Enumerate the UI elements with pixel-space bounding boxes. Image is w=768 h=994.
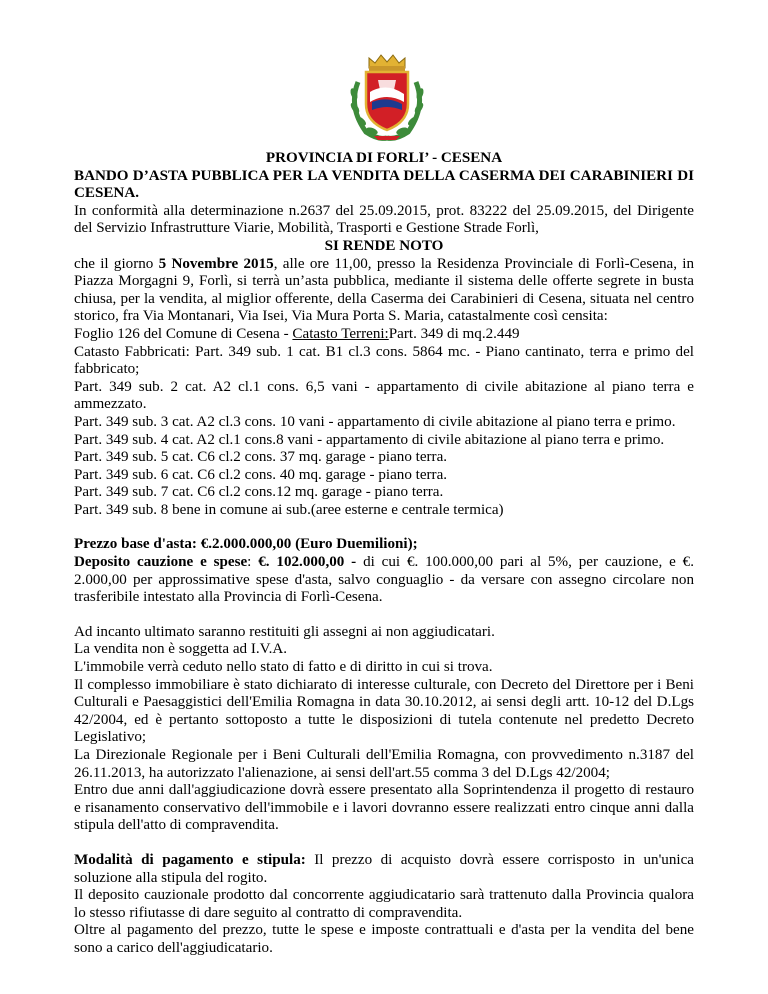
notice-title: BANDO D’ASTA PUBBLICA PER LA VENDITA DELLA CASERMA DEI CARABINIERI DI CESENA. [74,167,694,202]
coat-of-arms-icon [344,52,430,142]
condition-iva: La vendita non è soggetta ad I.V.A. [74,641,288,658]
cadastre-foglio: Foglio 126 del Comune di Cesena - Catasto Terreni:Part. 349 di mq.2.449 [74,325,520,342]
spacer [74,835,694,852]
spacer [74,607,694,624]
cadastre-sub-7: Part. 349 sub. 7 cat. C6 cl.2 cons.12 mq. garage - piano terra. [74,484,444,501]
spacer [74,519,694,536]
condition-cheques: Ad incanto ultimato saranno restituiti gli assegni ai non aggiudicatari. [74,623,495,640]
payment-expenses: Oltre al pagamento del prezzo, tutte le spese e imposte contrattuali e d'asta per la vendita del bene sono a carico dell'aggiudicatario. [74,922,694,956]
document-body [74,150,694,958]
condition-cultural-interest: Il complesso immobiliare è stato dichiarato di interesse culturale, con Decreto del Direttore per i Beni Culturali e Paesaggistici dell'Emilia Romagna in data 30.10.2012, ai sensi degli artt. 10-12 del D.Lgs 42/2004, ed è pertanto sottoposto a tutte le disposizioni di tutela contenute nel predetto Decreto Legislativo; [74,676,694,746]
deposit-paragraph: Deposito cauzione e spese: €. 102.000,00 - di cui €. 100.000,00 pari al 5%, per cauzione, e €. 2.000,00 per approssimative spese d'asta, salvo conguaglio - da versare con assegno circolare non trasferibile intestato alla Provincia di Forlì-Cesena. [74,554,694,606]
condition-restoration: Entro due anni dall'aggiudicazione dovrà essere presentato alla Soprintendenza il progetto di restauro e risanamento conservativo dell'immobile e i lavori dovranno essere realizzati entro cinque anni dalla stipula dell'atto di compravendita. [74,782,694,834]
province-name: PROVINCIA DI FORLI’ - CESENA [265,150,503,166]
cadastre-sub-6: Part. 349 sub. 6 cat. C6 cl.2 cons. 40 mq. garage - piano terra. [74,466,448,483]
si-rende-noto-heading: SI RENDE NOTO [324,237,444,254]
condition-authorization: La Direzionale Regionale per i Beni Culturali dell'Emilia Romagna, con provvedimento n.3187 del 26.11.2013, ha autorizzato l'alienazione, ai sensi dell'art.55 comma 3 del D.Lgs 42/2004; [74,747,694,781]
base-price: Prezzo base d'asta: €.2.000.000,00 (Euro Duemilioni); [74,536,418,553]
cadastre-sub-5: Part. 349 sub. 5 cat. C6 cl.2 cons. 37 mq. garage - piano terra. [74,449,448,466]
intro-paragraph: In conformità alla determinazione n.2637 del 25.09.2015, prot. 83222 del 25.09.2015, del Dirigente del Servizio Infrastrutture Viarie, Mobilità, Trasporti e Gestione Strade Forlì, [74,202,694,237]
payment-paragraph: Modalità di pagamento e stipula: Il prezzo di acquisto dovrà essere corrisposto in un'unica soluzione alla stipula del rogito. [74,851,694,886]
auction-notice-paragraph: che il giorno 5 Novembre 2015, alle ore 11,00, presso la Residenza Provinciale di Forlì-Cesena, in Piazza Morgagni 9, Forlì, si terrà un’asta pubblica, mediante il sistema delle offerte segrete in busta chiusa, per la vendita, al miglior offerente, della Caserma dei Carabinieri di Cesena, situata nel centro storico, fra Via Montanari, Via Isei, Via Mura Porta S. Maria, catastalmente così censita: [74,255,695,325]
cadastre-sub-2: Part. 349 sub. 2 cat. A2 cl.1 cons. 6,5 vani - appartamento di civile abitazione al piano terra e ammezzato. [74,378,694,413]
cadastre-fabbricati: Catasto Fabbricati: Part. 349 sub. 1 cat. B1 cl.3 cons. 5864 mc. - Piano cantinato, terra e primo del fabbricato; [74,343,694,378]
condition-state: L'immobile verrà ceduto nello stato di fatto e di diritto in cui si trova. [74,659,493,676]
cadastre-sub-4: Part. 349 sub. 4 cat. A2 cl.1 cons.8 vani - appartamento di civile abitazione al piano terra e primo. [74,431,665,448]
payment-deposit-retention: Il deposito cauzionale prodotto dal concorrente aggiudicatario sarà trattenuto dalla Provincia qualora lo stesso rifiutasse di dare seguito al contratto di compravendita. [74,887,694,921]
cadastre-sub-8: Part. 349 sub. 8 bene in comune ai sub.(aree esterne e centrale termica) [74,501,504,518]
cadastre-sub-3: Part. 349 sub. 3 cat. A2 cl.3 cons. 10 vani - appartamento di civile abitazione al piano terra e primo. [74,413,676,430]
auction-date: 5 Novembre 2015 [158,255,274,272]
catasto-terreni-label: Catasto Terreni: [292,325,389,342]
